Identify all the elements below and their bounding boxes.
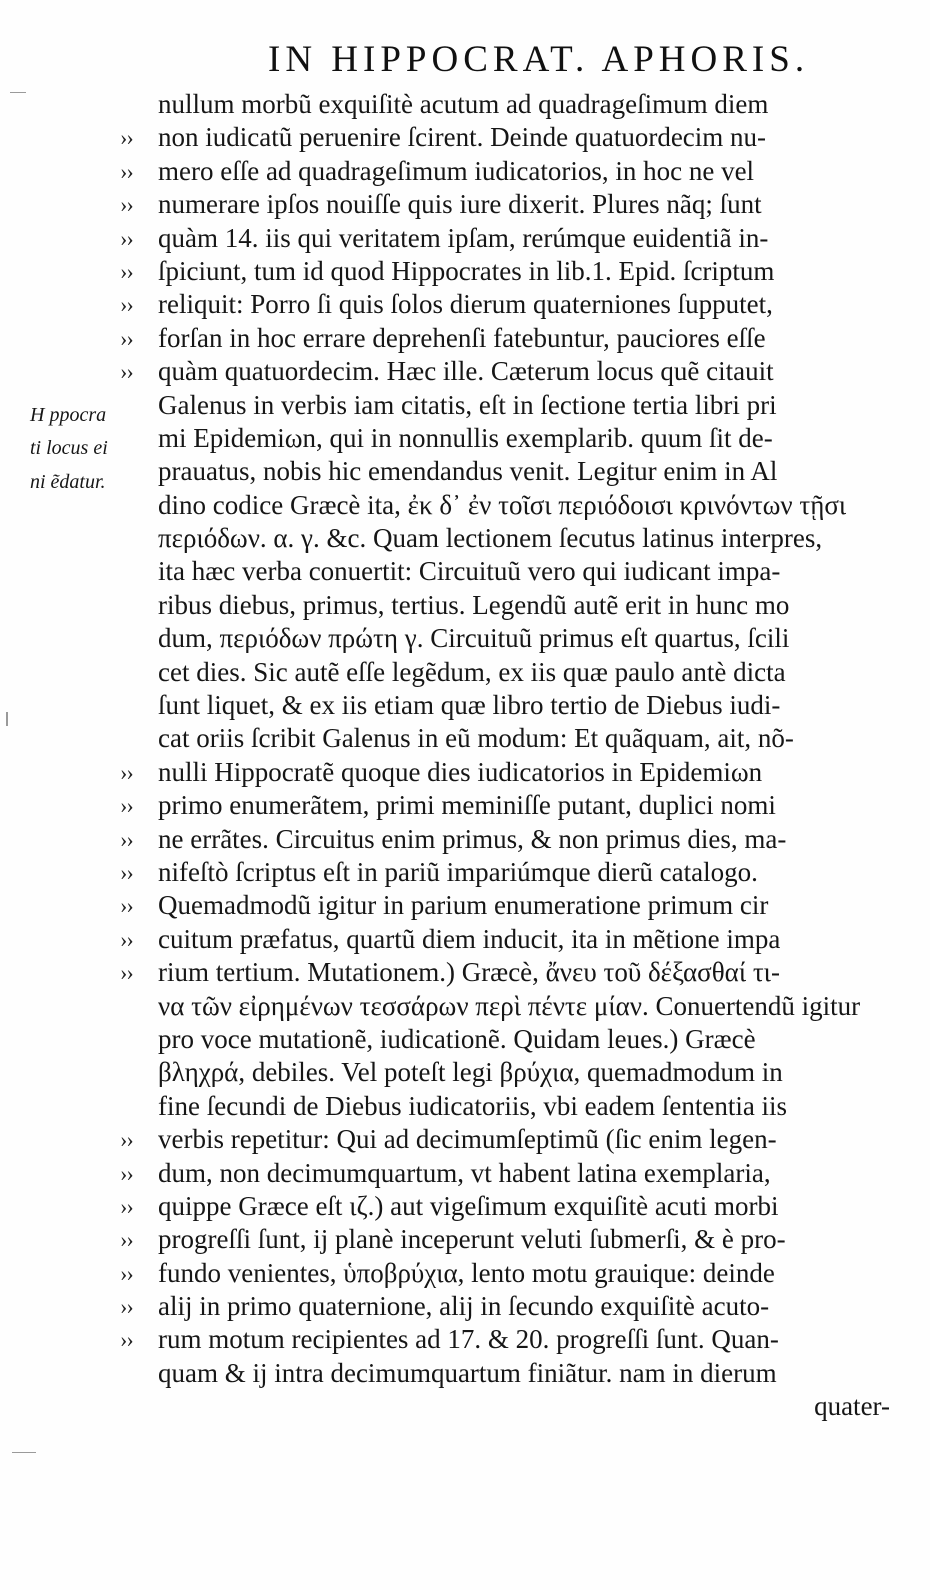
line-text: dino codice Græcè ita, ἐκ δ᾽ ἐν τοῖσι περιόδοισι κρινόντων τῇσι (158, 489, 847, 520)
text-line (0, 389, 930, 422)
line-text: numerare ipſos nouiſſe quis iure dixerit. Plures nãq; ſunt (158, 189, 762, 220)
text-line (0, 923, 930, 956)
line-text: cet dies. Sic autẽ eſſe legẽdum, ex iis quæ paulo antè dicta (158, 656, 786, 687)
text-line (0, 1023, 930, 1056)
text-line (0, 322, 930, 355)
quotation-mark: ›› (120, 1294, 133, 1320)
text-line (0, 1090, 930, 1123)
line-text: να τῶν εἰρημένων τεσσάρων περὶ πέντε μίαν. Conuertendũ igitur (158, 990, 861, 1021)
quotation-mark: ›› (120, 960, 133, 986)
text-line (0, 722, 930, 755)
line-text: ſpiciunt, tum id quod Hippocrates in lib.1. Epid. ſcriptum (158, 255, 775, 286)
line-text: alij in primo quaternione, alij in ſecundo exquiſitè acuto- (158, 1291, 770, 1322)
quotation-mark: ›› (120, 826, 133, 852)
line-text: rum motum recipientes ad 17. & 20. progreſſi ſunt. Quan- (158, 1324, 779, 1355)
text-line (0, 255, 930, 288)
line-text: ita hæc verba conuertit: Circuituũ vero qui iudicant impa- (158, 556, 781, 587)
text-line (0, 689, 930, 722)
line-text: non iudicatũ peruenire ſcirent. Deinde quatuordecim nu- (158, 122, 767, 153)
marginal-note-line: ti locus ei (30, 437, 108, 460)
text-line (0, 522, 930, 555)
line-text: prauatus, nobis hic emendandus venit. Legitur enim in Al (158, 456, 778, 487)
quotation-mark: ›› (120, 1193, 133, 1219)
text-line (0, 1323, 930, 1356)
line-text: quàm quatuordecim. Hæc ille. Cæterum locus quẽ citauit (158, 356, 774, 387)
main-text-block (0, 88, 930, 1424)
catchword-line (0, 1390, 930, 1423)
quotation-mark: ›› (120, 225, 133, 251)
page-speck (6, 712, 8, 726)
text-line (0, 1056, 930, 1089)
text-line (0, 1123, 930, 1156)
line-text: rium tertium. Mutationem.) Græcè, ἄνευ τοῦ δέξασθαί τι- (158, 957, 780, 988)
line-text: progreſſi ſunt, ij planè inceperunt veluti ſubmerſi, & è pro- (158, 1224, 786, 1255)
quotation-mark: ›› (120, 325, 133, 351)
quotation-mark: ›› (120, 1227, 133, 1253)
line-text: dum, περιόδων πρώτη γ. Circuituũ primus eſt quartus, ſcili (158, 623, 790, 654)
text-line (0, 756, 930, 789)
text-line (0, 555, 930, 588)
line-text: nifeſtò ſcriptus eſt in pariũ impariúmque dierũ catalogo. (158, 856, 758, 887)
quotation-mark: ›› (120, 926, 133, 952)
line-text: mi Epidemiωn, qui in nonnullis exemplarib. quum ſit de- (158, 422, 773, 453)
line-text: Quemadmodũ igitur in parium enumeratione primum cir (158, 890, 769, 921)
line-text: περιόδων. α. γ. &c. Quam lectionem ſecutus latinus interpres, (158, 523, 823, 554)
quotation-mark: ›› (120, 125, 133, 151)
text-line (0, 1257, 930, 1290)
quotation-mark: ›› (120, 258, 133, 284)
text-line (0, 121, 930, 154)
marginal-note-line: ni ẽdatur. (30, 470, 106, 493)
text-line (0, 889, 930, 922)
quotation-mark: ›› (120, 893, 133, 919)
line-text: ne errãtes. Circuitus enim primus, & non primus dies, ma- (158, 823, 787, 854)
text-line (0, 155, 930, 188)
quotation-mark: ›› (120, 1327, 133, 1353)
text-line (0, 1290, 930, 1323)
text-line (0, 789, 930, 822)
page-speck (10, 92, 26, 93)
text-line (0, 188, 930, 221)
text-line (0, 1357, 930, 1390)
line-text: cuitum præfatus, quartũ diem inducit, ita in mẽtione impa (158, 923, 781, 954)
quotation-mark: ›› (120, 192, 133, 218)
catchword: quater- (814, 1391, 890, 1422)
text-line (0, 88, 930, 121)
line-text: quippe Græce eſt ιζ.) aut vigeſimum exquiſitè acuti morbi (158, 1190, 779, 1221)
quotation-mark: ›› (120, 359, 133, 385)
line-text: reliquit: Porro ſi quis ſolos dierum quaterniones ſupputet, (158, 289, 773, 320)
line-text: dum, non decimumquartum, vt habent latina exemplaria, (158, 1157, 771, 1188)
text-line (0, 288, 930, 321)
text-line (0, 1157, 930, 1190)
line-text: mero eſſe ad quadrageſimum iudicatorios, in hoc ne vel (158, 155, 755, 186)
line-text: pro voce mutationẽ, iudicationẽ. Quidam leues.) Græcè (158, 1023, 756, 1054)
line-text: quàm 14. iis qui veritatem ipſam, rerúmque euidentiã in- (158, 222, 769, 253)
line-text: cat oriis ſcribit Galenus in eũ modum: Et quãquam, ait, nõ- (158, 723, 794, 754)
quotation-mark: ›› (120, 793, 133, 819)
line-text: forſan in hoc errare deprehenſi fatebuntur, pauciores eſſe (158, 322, 766, 353)
text-line (0, 355, 930, 388)
quotation-mark: ›› (120, 158, 133, 184)
marginal-note-line: H ppocra (30, 404, 107, 426)
text-line (0, 1223, 930, 1256)
text-line (0, 956, 930, 989)
quotation-mark: ›› (120, 859, 133, 885)
text-line (0, 622, 930, 655)
text-line (0, 856, 930, 889)
line-text: fundo venientes, ὑποβρύχια, lento motu grauique: deinde (158, 1257, 775, 1288)
line-text: βληχρά, debiles. Vel poteſt legi βρύχια, quemadmodum in (158, 1057, 783, 1088)
line-text: ribus diebus, primus, tertius. Legendũ autẽ erit in hunc mo (158, 589, 790, 620)
quotation-mark: ›› (120, 292, 133, 318)
line-text: fine ſecundi de Diebus iudicatoriis, vbi eadem ſententia iis (158, 1090, 788, 1121)
quotation-mark: ›› (120, 1127, 133, 1153)
text-line (0, 489, 930, 522)
text-line (0, 990, 930, 1023)
line-text: Galenus in verbis iam citatis, eſt in ſectione tertia libri pri (158, 389, 777, 420)
text-line (0, 222, 930, 255)
line-text: ſunt liquet, & ex iis etiam quæ libro tertio de Diebus iudi- (158, 690, 781, 721)
quotation-mark: ›› (120, 1160, 133, 1186)
quotation-mark: ›› (120, 759, 133, 785)
quotation-mark: ›› (120, 1260, 133, 1286)
text-line (0, 589, 930, 622)
text-line (0, 455, 930, 488)
text-line (0, 656, 930, 689)
text-line (0, 422, 930, 455)
line-text: verbis repetitur: Qui ad decimumſeptimũ (ſic enim legen- (158, 1124, 777, 1155)
line-text: nulli Hippocratẽ quoque dies iudicatorios in Epidemiωn (158, 756, 763, 787)
running-head: IN HIPPOCRAT. APHORIS. (268, 39, 810, 80)
text-line (0, 1190, 930, 1223)
line-text: primo enumerãtem, primi meminiſſe putant, duplici nomi (158, 790, 776, 821)
line-text: nullum morbũ exquiſitè acutum ad quadrageſimum diem (158, 89, 769, 119)
line-text: quam & ij intra decimumquartum finiãtur. nam in dierum (158, 1357, 777, 1388)
page-speck (12, 1452, 36, 1453)
text-line (0, 823, 930, 856)
